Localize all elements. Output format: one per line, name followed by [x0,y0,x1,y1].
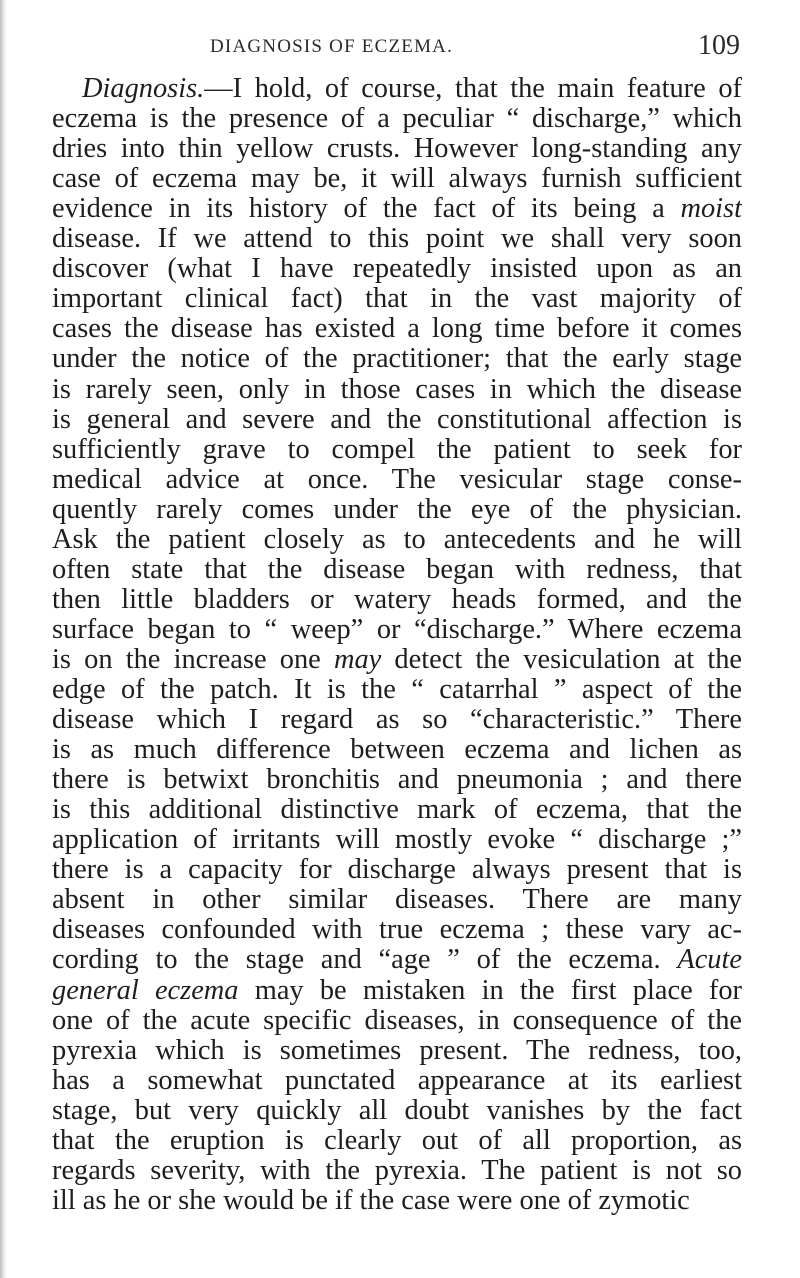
text-line [52,344,742,374]
text-segment: there is a capacity for discharge always present that is [52,855,742,886]
text-line [52,855,742,885]
text-segment: often state that the disease began with redness, that [52,554,742,585]
text-segment: surface began to “ weep” or “discharge.” Where eczema [52,614,742,645]
text-segment: is as much difference between eczema and lichen as [52,735,742,766]
text-segment: dries into thin yellow crusts. However long-standing any [52,134,742,165]
text-line [52,1036,742,1066]
text-line [52,525,742,555]
page-gutter-shadow [0,0,7,1278]
text-line [52,1006,742,1036]
text-segment: is general and severe and the constitutional affection is [52,404,742,435]
text-line [52,915,742,945]
text-line [52,976,742,1006]
text-line [52,1156,742,1186]
italic-text: moist [680,194,742,225]
text-line [52,735,742,765]
text-segment: discover (what I have repeatedly insisted upon as an [52,254,742,285]
text-line [52,405,742,435]
text-segment: medical advice at once. The vesicular stage conse- [52,464,742,495]
text-line [52,134,742,164]
text-line [52,645,742,675]
text-segment: diseases confounded with true eczema ; these vary ac- [52,915,742,946]
text-line [52,435,742,465]
text-segment: eczema is the presence of a peculiar “ discharge,” which [52,104,742,135]
text-segment: cording to the stage and “age ” of the eczema. [52,945,678,976]
text-segment: has a somewhat punctated appearance at its earliest [52,1065,742,1096]
text-segment: is this additional distinctive mark of eczema, that the [52,795,742,826]
text-segment: may be mistaken in the first place for [238,975,742,1006]
text-segment: stage, but very quickly all doubt vanishes by the fact [52,1095,742,1126]
text-line [52,495,742,525]
text-segment: that the eruption is clearly out of all proportion, as [52,1125,742,1156]
running-head-title: DIAGNOSIS OF ECZEMA. [210,36,454,57]
italic-text: general eczema [52,975,239,1006]
text-segment: is rarely seen, only in those cases in which the disease [52,374,742,405]
text-segment: edge of the patch. It is the “ catarrhal ” aspect of the [52,675,742,705]
text-segment: Ask the patient closely as to antecedents and he will [52,524,742,555]
text-segment: important clinical fact) that in the vast majority of [52,284,742,315]
text-line [52,284,742,314]
text-line [52,1186,742,1216]
text-line [52,104,742,134]
text-segment: is on the increase one [52,644,334,675]
text-line [52,765,742,795]
text-line [52,465,742,495]
text-segment: evidence in its history of the fact of its being a [52,194,681,225]
text-segment: cases the disease has existed a long time before it comes [52,314,742,345]
text-segment: disease. If we attend to this point we shall very soon [52,224,742,255]
text-line [52,1066,742,1096]
text-line [52,555,742,585]
text-line [52,885,742,915]
text-line [52,585,742,615]
text-line [52,675,742,705]
text-line [52,224,742,254]
italic-text: Acute [677,945,742,976]
text-line [52,705,742,735]
text-segment: quently rarely comes under the eye of the physician. [52,494,742,525]
text-line [52,254,742,284]
text-line [52,164,742,194]
text-segment: under the notice of the practitioner; that the early stage [52,344,742,375]
text-segment: —I hold, of course, that the main feature of [204,74,742,104]
text-segment: sufficiently grave to compel the patient to seek for [52,434,742,465]
text-line [52,615,742,645]
text-line [52,1126,742,1156]
text-segment: ill as he or she would be if the case were one of zymotic [52,1185,690,1216]
text-line [52,825,742,855]
text-segment: disease which I regard as so “characteristic.” There [52,705,742,736]
text-segment: regards severity, with the pyrexia. The patient is not so [52,1155,742,1186]
text-segment: application of irritants will mostly evoke “ discharge ;” [52,825,742,856]
text-segment: absent in other similar diseases. There are many [52,885,742,916]
text-line [52,194,742,224]
text-line [52,795,742,825]
text-line [52,945,742,975]
italic-text: may [333,644,382,675]
text-line [52,1096,742,1126]
text-line [52,314,742,344]
italic-text: Diagnosis. [82,74,205,104]
text-segment: pyrexia which is sometimes present. The redness, too, [52,1035,742,1066]
running-head [60,28,740,62]
page-number: 109 [698,30,740,61]
text-line [52,375,742,405]
text-segment: one of the acute specific diseases, in consequence of the [52,1005,742,1036]
text-segment: then little bladders or watery heads formed, and the [52,584,742,615]
text-line [82,74,742,104]
text-segment: case of eczema may be, it will always furnish sufficient [52,164,742,195]
text-segment: detect the vesiculation at the [381,644,742,675]
text-segment: there is betwixt bronchitis and pneumonia ; and there [52,765,742,796]
